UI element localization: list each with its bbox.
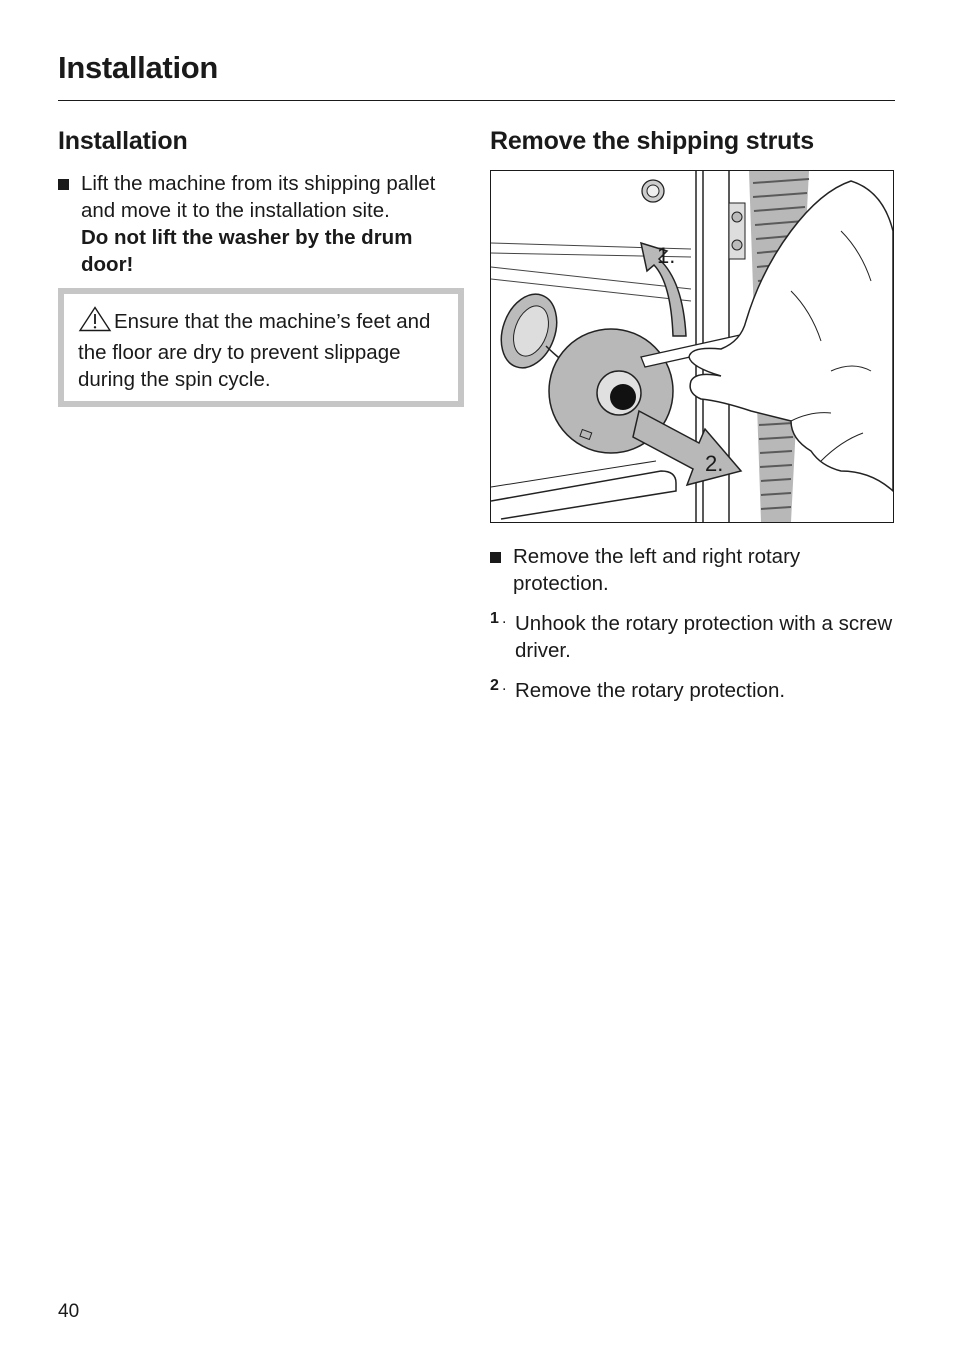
- page-number: 40: [58, 1301, 80, 1322]
- list-item: [58, 170, 464, 278]
- step-text: Remove the rotary protection.: [515, 679, 786, 702]
- step-text: Unhook the rotary protection with a screw driver.: [515, 612, 893, 662]
- title-divider: [58, 100, 895, 101]
- bullet-text: Remove the left and right rotary protection.: [513, 545, 801, 595]
- step-number: 1: [490, 610, 499, 627]
- installation-section: [58, 124, 464, 407]
- bullet-square-icon: [490, 552, 501, 563]
- section-heading-shipping-struts: Remove the shipping struts: [490, 127, 815, 155]
- section-heading-installation: Installation: [58, 127, 188, 155]
- shipping-struts-section: [490, 124, 896, 717]
- rotary-protection-illustration: [490, 170, 894, 523]
- figure-label-step1: 1.: [657, 243, 676, 268]
- warning-box: [58, 288, 464, 407]
- bullet-text: Lift the machine from its shipping pallet and move it to the installation site.: [81, 172, 436, 222]
- page-title: Installation: [58, 50, 219, 85]
- step-number: 2: [490, 677, 499, 694]
- step-separator: .: [502, 677, 507, 694]
- step-separator: .: [502, 610, 507, 627]
- step-1: [490, 610, 896, 664]
- instruction-list: [490, 543, 896, 704]
- bullet-square-icon: [58, 179, 69, 190]
- step-2: [490, 677, 896, 704]
- lift-warning-text: Do not lift the washer by the drum door!: [81, 226, 413, 276]
- figure-label-step2: 2.: [705, 451, 724, 476]
- warning-triangle-icon: [78, 306, 112, 339]
- list-item: [490, 543, 896, 597]
- warning-paragraph: [78, 306, 444, 393]
- warning-text: Ensure that the machine’s feet and the floor are dry to prevent slippage during the spin cycle.: [78, 310, 431, 391]
